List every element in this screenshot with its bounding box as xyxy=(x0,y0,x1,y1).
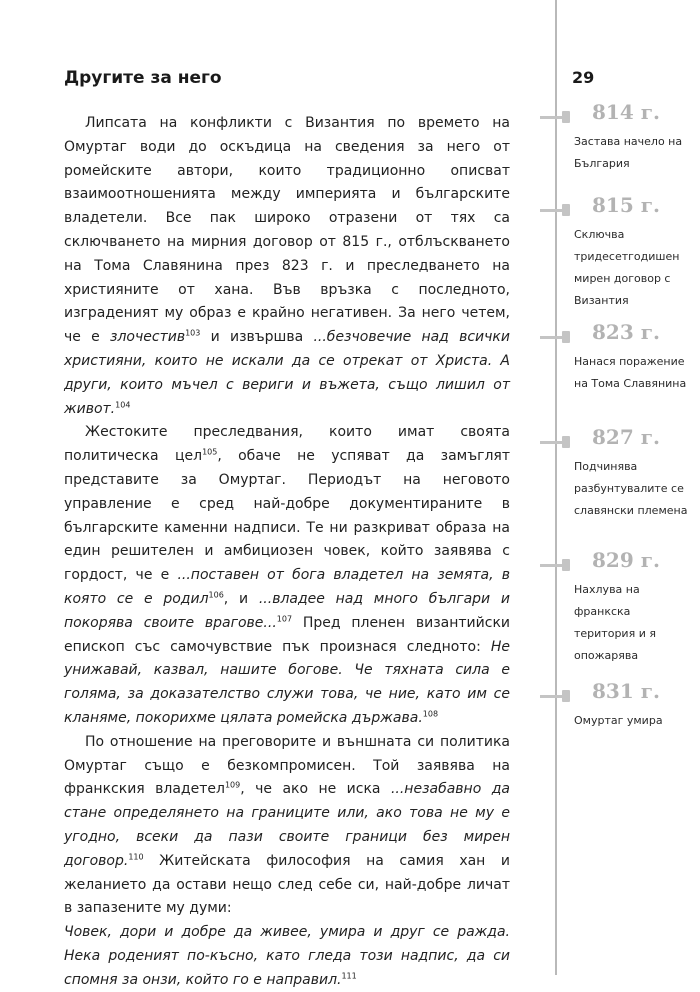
section-title: Другите за него xyxy=(64,68,222,88)
timeline-year: 823 г. xyxy=(592,320,660,344)
paragraph-3: По отношение на преговорите и външната си политика Омуртаг също е безкомпромисен. Той заявява на франкския владетел$^{109}$, че ако не иска ...незабавно да стане определянето на границите или, ако това не му е угодно, всеки да пази своите граници без мирен договор.$^{110}$ Житейската философия на самия хан и желанието да остави нещо след себе си, най-добре личат в запазените му думи: xyxy=(64,733,510,917)
footnote-ref: 103 xyxy=(185,328,201,338)
timeline-year: 829 г. xyxy=(592,548,660,572)
page-number: 29 xyxy=(572,68,595,87)
footnote-ref: 105 xyxy=(202,447,218,457)
footnote-ref: 108 xyxy=(422,709,439,719)
timeline-year: 831 г. xyxy=(592,679,660,703)
quote-paragraph: Човек, дори и добре да живее, умира и друг се ражда. Нека роденият по-късно, като гледа този надпис, да си спомня за онзи, който го е направил.$^{111}$ xyxy=(64,924,510,988)
paragraph-1: Липсата на конфликти с Византия по времето на Омуртаг води до оскъдица на сведения за него от ромейските автори, които традиционно описват взаимоотношенията между империята и българските владетели. Все пак широко отразени от тях са сключването на мирния договор от 815 г., отблъскването на Тома Славянина през 823 г. и преследването на християните от хана. Във връзка с последното, изграденият му образ е крайно негативен. За него четем, че е злочестив$^{103}$ и извършва ...безчовечие над всички християни, които не искали да се отрекат от Христа. А други, които мъчел с вериги и въжета, също лишил от живот.$^{104}$ xyxy=(64,115,510,417)
timeline-rule xyxy=(555,0,557,975)
timeline-marker-icon xyxy=(540,204,570,216)
timeline-year: 827 г. xyxy=(592,425,660,449)
footnote-ref: 107 xyxy=(276,614,293,624)
footnote-ref: 106 xyxy=(208,590,224,600)
timeline-description: Омуртаг умира xyxy=(574,714,663,727)
timeline-marker-icon xyxy=(540,690,570,702)
timeline-marker-icon xyxy=(540,436,570,448)
timeline-marker-icon xyxy=(540,559,570,571)
timeline-description: Подчинява разбунтувалите се славянски племена xyxy=(574,460,688,517)
main-text xyxy=(64,112,510,992)
paragraph-2: Жестоките преследвания, които имат своята политическа цел$^{105}$, обаче не успяват да замъглят представите за Омуртаг. Периодът на неговото управление е сред най-добре документираните в българските каменни надписи. Те ни разкриват образа на един решителен и амбициозен човек, който заявява с гордост, че е ...поставен от бога владетел на земята, в която се е родил$^{106}$, и ...владее над много българи и покорява своите врагове...$^{107}$ Пред пленен византийски епископ със самочувствие пък произнася следното: Не унижавай, казвал, нашите богове. Че тяхната сила е голяма, за доказателство служи това, че ние, като им се кланяме, покорихме цялата ромейска държава.$^{108}$ xyxy=(64,424,510,726)
timeline-year: 814 г. xyxy=(592,100,660,124)
timeline-description: Нахлува на франкска територия и я опожарява xyxy=(574,583,656,662)
timeline-marker-icon xyxy=(540,331,570,343)
timeline-description: Сключва тридесетгодишен мирен договор с Византия xyxy=(574,228,680,307)
timeline-description: Застава начело на България xyxy=(574,135,683,170)
timeline-marker-icon xyxy=(540,111,570,123)
footnote-ref: 111 xyxy=(341,971,357,981)
timeline-description: Нанася поражение на Тома Славянина xyxy=(574,355,687,390)
footnote-ref: 110 xyxy=(128,852,144,862)
footnote-ref: 109 xyxy=(224,780,241,790)
footnote-ref: 104 xyxy=(115,399,131,409)
timeline-year: 815 г. xyxy=(592,193,660,217)
